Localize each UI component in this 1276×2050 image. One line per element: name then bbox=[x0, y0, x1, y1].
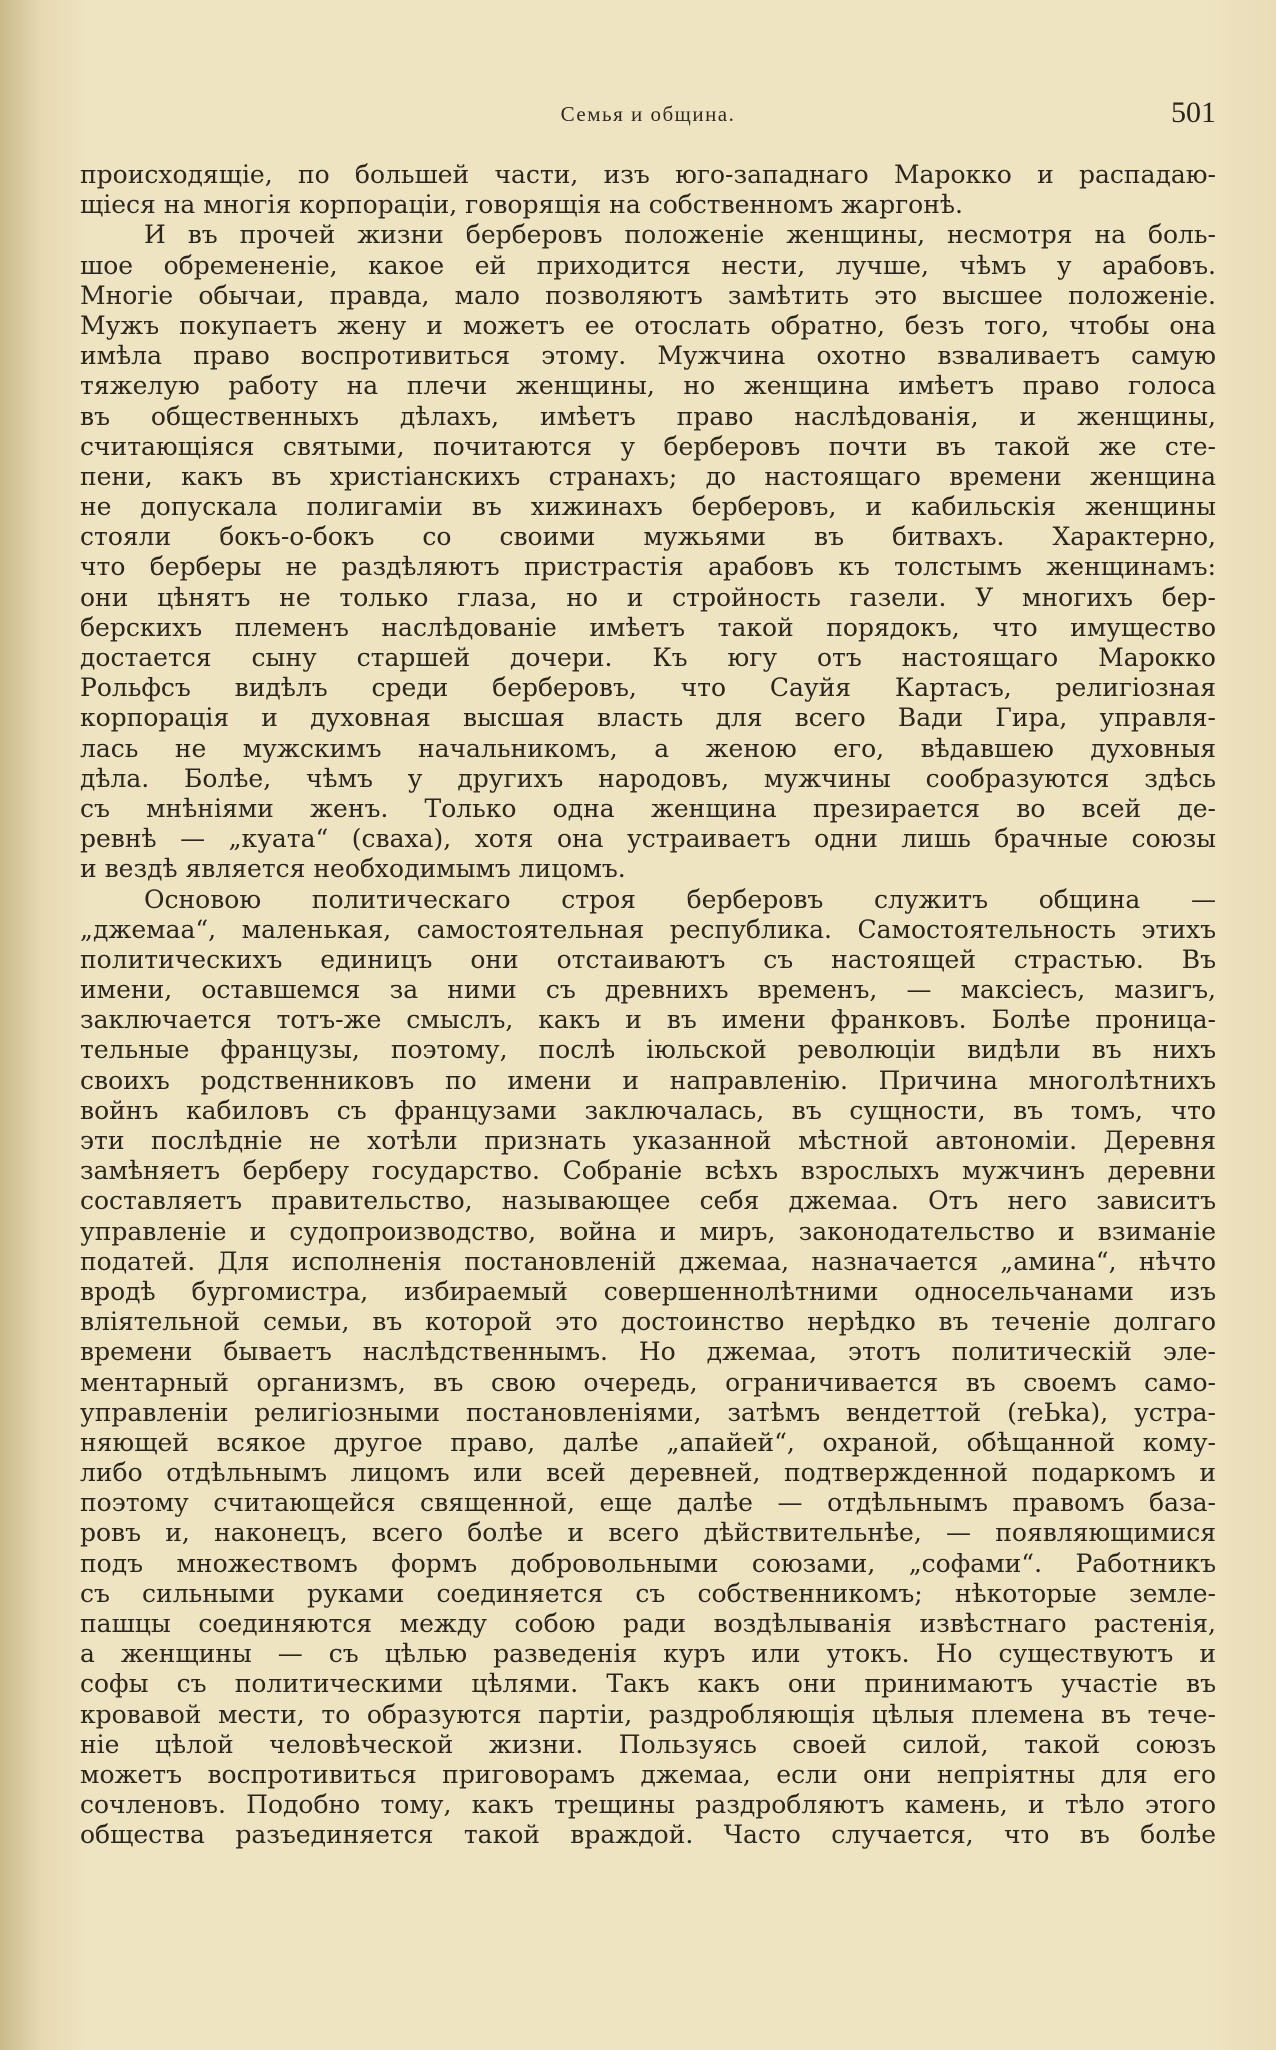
text-line: войнъ кабиловъ съ французами заключалась, въ сущности, въ томъ, что bbox=[80, 1095, 1216, 1125]
text-line: Рольфсъ видѣлъ среди берберовъ, что Сауйя Картасъ, религіозная bbox=[80, 673, 1216, 703]
text-line: Основою политическаго строя берберовъ служитъ община — bbox=[144, 884, 1216, 914]
text-line: управленіе и судопроизводство, война и миръ, законодательство и взиманіе bbox=[80, 1216, 1216, 1246]
text-line: своихъ родственниковъ по имени и направленію. Причина многолѣтнихъ bbox=[80, 1065, 1216, 1095]
text-line: вродѣ бургомистра, избираемый совершеннолѣтними односельчанами изъ bbox=[80, 1276, 1216, 1306]
text-line: Мужъ покупаетъ жену и можетъ ее отослать обратно, безъ того, чтобы она bbox=[80, 310, 1216, 340]
text-line: ніе цѣлой человѣческой жизни. Пользуясь своей силой, такой союзъ bbox=[80, 1729, 1216, 1759]
text-line: няющей всякое другое право, далѣе „апайей“, охраной, обѣщанной кому- bbox=[80, 1427, 1216, 1457]
text-line: И въ прочей жизни берберовъ положеніе женщины, несмотря на боль- bbox=[144, 220, 1216, 250]
text-line: лась не мужскимъ начальникомъ, а женою его, вѣдавшею духовныя bbox=[80, 733, 1216, 763]
text-line: управленіи религіозными постановленіями, затѣмъ вендеттой (reЬka), устра- bbox=[80, 1397, 1216, 1427]
text-line: вліятельной семьи, въ которой это достоинство нерѣдко въ теченіе долгаго bbox=[80, 1307, 1216, 1337]
text-line: и вездѣ является необходимымъ лицомъ. bbox=[80, 854, 626, 884]
text-line: подъ множествомъ формъ добровольными союзами, „софами“. Работникъ bbox=[80, 1548, 1216, 1578]
text-line: а женщины — съ цѣлью разведенія куръ или утокъ. Но существуютъ и bbox=[80, 1639, 1216, 1669]
text-line: стояли бокъ-о-бокъ со своими мужьями въ битвахъ. Характерно, bbox=[80, 522, 1216, 552]
text-line: съ мнѣніями женъ. Только одна женщина презирается во всей де- bbox=[80, 793, 1216, 823]
text-line: сочленовъ. Подобно тому, какъ трещины раздробляютъ камень, и тѣло этого bbox=[80, 1790, 1216, 1820]
text-line: кровавой мести, то образуются партіи, раздробляющія цѣлыя племена въ тече- bbox=[80, 1699, 1216, 1729]
text-line: общества разъединяется такой враждой. Часто случается, что въ болѣе bbox=[80, 1820, 1216, 1850]
text-line: либо отдѣльнымъ лицомъ или всей деревней, подтвержденной подаркомъ и bbox=[80, 1458, 1216, 1488]
text-line: софы съ политическими цѣлями. Такъ какъ они принимаютъ участіе въ bbox=[80, 1669, 1216, 1699]
running-head: Семья и община. bbox=[560, 102, 736, 126]
text-line: политическихъ единицъ они отстаиваютъ съ настоящей страстью. Въ bbox=[80, 944, 1216, 974]
page-number: 501 bbox=[1171, 96, 1216, 129]
text-line: поэтому считающейся священной, еще далѣе — отдѣльнымъ правомъ база- bbox=[80, 1488, 1216, 1518]
text-line: они цѣнятъ не только глаза, но и стройность газели. У многихъ бер- bbox=[80, 582, 1216, 612]
page-header bbox=[80, 96, 1216, 136]
text-line: считающіяся святыми, почитаются у берберовъ почти въ такой же сте- bbox=[80, 431, 1216, 461]
text-line: корпорація и духовная высшая власть для всего Вади Гира, управля- bbox=[80, 703, 1216, 733]
text-line: податей. Для исполненія постановленій джемаа, назначается „амина“, нѣчто bbox=[80, 1246, 1216, 1276]
text-line: не допускала полигаміи въ хижинахъ берберовъ, и кабильскія женщины bbox=[80, 492, 1216, 522]
text-line: имѣла право воспротивиться этому. Мужчина охотно взваливаетъ самую bbox=[80, 341, 1216, 371]
text-line: времени бываетъ наслѣдственнымъ. Но джемаа, этотъ политическій эле- bbox=[80, 1337, 1216, 1367]
text-line: замѣняетъ берберу государство. Собраніе всѣхъ взрослыхъ мужчинъ деревни bbox=[80, 1156, 1216, 1186]
text-line: ровъ и, наконецъ, всего болѣе и всего дѣйствительнѣе, — появляющимися bbox=[80, 1518, 1216, 1548]
text-line: тяжелую работу на плечи женщины, но женщина имѣетъ право голоса bbox=[80, 371, 1216, 401]
text-line: составляетъ правительство, называющее себя джемаа. Отъ него зависитъ bbox=[80, 1186, 1216, 1216]
text-line: въ общественныхъ дѣлахъ, имѣетъ право наслѣдованія, и женщины, bbox=[80, 401, 1216, 431]
text-line: шое обремененіе, какое ей приходится нести, лучше, чѣмъ у арабовъ. bbox=[80, 250, 1216, 280]
text-line: съ сильными руками соединяется съ собственникомъ; нѣкоторые земле- bbox=[80, 1578, 1216, 1608]
text-line: пашцы соединяются между собою ради воздѣлыванія извѣстнаго растенія, bbox=[80, 1609, 1216, 1638]
text-line: пени, какъ въ христіанскихъ странахъ; до настоящаго времени женщина bbox=[80, 461, 1216, 491]
text-line: Многіе обычаи, правда, мало позволяютъ замѣтить это высшее положеніе. bbox=[80, 280, 1216, 310]
text-line: что берберы не раздѣляютъ пристрастія арабовъ къ толстымъ женщинамъ: bbox=[80, 552, 1216, 582]
text-line: берскихъ племенъ наслѣдованіе имѣетъ такой порядокъ, что имущество bbox=[80, 612, 1216, 642]
text-line: тельные французы, поэтому, послѣ іюльской революціи видѣли въ нихъ bbox=[80, 1035, 1216, 1065]
text-line: происходящіе, по большей части, изъ юго-западнаго Марокко и распадаю- bbox=[80, 160, 1216, 189]
text-line: можетъ воспротивиться приговорамъ джемаа, если они непріятны для его bbox=[80, 1759, 1216, 1789]
text-line: заключается тотъ-же смыслъ, какъ и въ имени франковъ. Болѣе проница- bbox=[80, 1005, 1216, 1035]
text-line: дѣла. Болѣе, чѣмъ у другихъ народовъ, мужчины сообразуются здѣсь bbox=[80, 763, 1216, 793]
text-line: щіеся на многія корпораціи, говорящія на собственномъ жаргонѣ. bbox=[80, 190, 963, 220]
text-line: достается сыну старшей дочери. Къ югу отъ настоящаго Марокко bbox=[80, 643, 1216, 672]
text-line: „джемаа“, маленькая, самостоятельная республика. Самостоятельность этихъ bbox=[80, 914, 1216, 944]
text-line: имени, оставшемся за ними съ древнихъ временъ, — максіесъ, мазигъ, bbox=[80, 975, 1216, 1005]
text-line: эти послѣдніе не хотѣли признать указанной мѣстной автономіи. Деревня bbox=[80, 1126, 1216, 1155]
text-line: ревнѣ — „куата“ (сваха), хотя она устраиваетъ одни лишь брачные союзы bbox=[80, 824, 1216, 854]
body-text bbox=[80, 160, 1216, 1851]
text-line: ментарный организмъ, въ свою очередь, ограничивается въ своемъ само- bbox=[80, 1367, 1216, 1397]
